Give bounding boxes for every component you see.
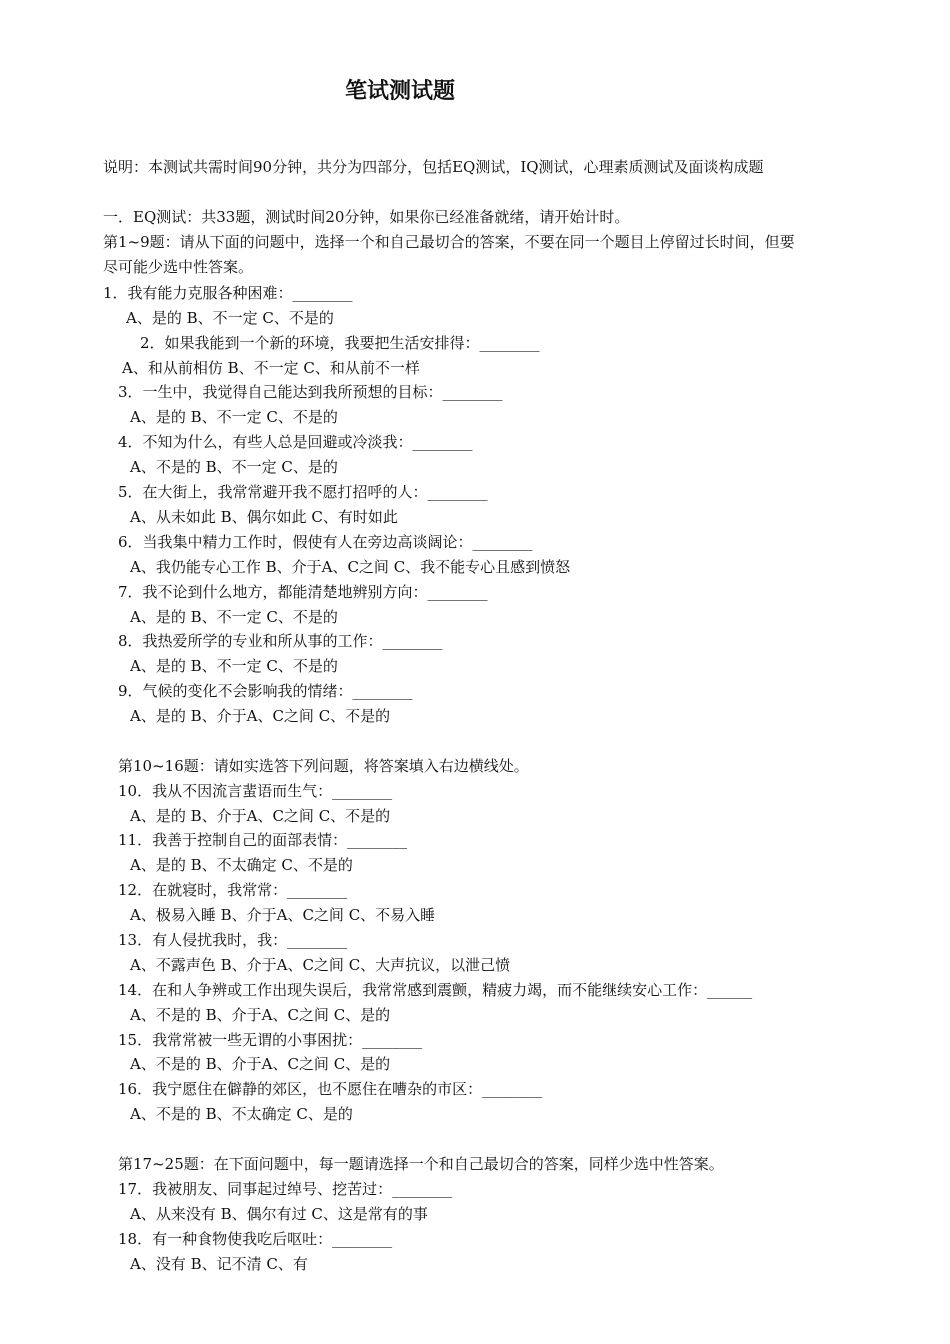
section1-instruction-cont: 尽可能少选中性答案。 [103, 258, 254, 276]
question-18-options: A、没有 B、记不清 C、有 [130, 1255, 308, 1273]
question-15: 15．我常常被一些无谓的小事困扰：________ [118, 1031, 423, 1049]
question-17-options: A、从来没有 B、偶尔有过 C、这是常有的事 [130, 1205, 428, 1223]
question-2-options: A、和从前相仿 B、不一定 C、和从前不一样 [122, 359, 420, 377]
question-6-options: A、我仍能专心工作 B、介于A、C之间 C、我不能专心且感到愤怒 [130, 558, 571, 576]
section1-instruction: 第1~9题：请从下面的问题中，选择一个和自己最切合的答案，不要在同一个题目上停留过长时间，但要 [103, 233, 795, 251]
part1-heading: 一．EQ测试：共33题，测试时间20分钟，如果你已经准备就绪，请开始计时。 [103, 208, 630, 226]
page-title: 笔试测试题 [344, 79, 455, 104]
question-9: 9．气候的变化不会影响我的情绪：________ [118, 682, 413, 700]
question-13: 13．有人侵扰我时，我：________ [118, 931, 348, 949]
question-10-options: A、是的 B、介于A、C之间 C、不是的 [130, 807, 391, 825]
question-16: 16．我宁愿住在僻静的郊区，也不愿住在嘈杂的市区：________ [118, 1080, 543, 1098]
question-1-options: A、是的 B、不一定 C、不是的 [126, 309, 334, 327]
question-14: 14．在和人争辨或工作出现失误后，我常常感到震颤，精疲力竭，而不能继续安心工作：______ [118, 981, 753, 999]
question-3-options: A、是的 B、不一定 C、不是的 [130, 408, 338, 426]
question-13-options: A、不露声色 B、介于A、C之间 C、大声抗议，以泄己愤 [130, 956, 511, 974]
question-17: 17．我被朋友、同事起过绰号、挖苦过：________ [118, 1180, 453, 1198]
question-8-options: A、是的 B、不一定 C、不是的 [130, 657, 338, 675]
question-2: 2．如果我能到一个新的环境，我要把生活安排得：________ [140, 334, 540, 352]
question-7-options: A、是的 B、不一定 C、不是的 [130, 608, 338, 626]
question-18: 18．有一种食物使我吃后呕吐：________ [118, 1230, 393, 1248]
question-4: 4．不知为什么，有些人总是回避或冷淡我：________ [118, 433, 473, 451]
question-16-options: A、不是的 B、不太确定 C、是的 [130, 1105, 353, 1123]
question-11: 11．我善于控制自己的面部表情：________ [118, 831, 408, 849]
question-12-options: A、极易入睡 B、介于A、C之间 C、不易入睡 [130, 906, 436, 924]
section2-instruction: 第10~16题：请如实选答下列问题，将答案填入右边横线处。 [118, 757, 529, 775]
intro-text: 说明：本测试共需时间90分钟，共分为四部分，包括EQ测试，IQ测试，心理素质测试及面谈构成题 [103, 158, 764, 176]
question-3: 3．一生中，我觉得自己能达到我所预想的目标：________ [118, 383, 503, 401]
question-9-options: A、是的 B、介于A、C之间 C、不是的 [130, 707, 391, 725]
section3-instruction: 第17~25题：在下面问题中，每一题请选择一个和自己最切合的答案，同样少选中性答案。 [118, 1155, 724, 1173]
question-7: 7．我不论到什么地方，都能清楚地辨别方向：________ [118, 583, 488, 601]
question-10: 10．我从不因流言蜚语而生气：________ [118, 782, 393, 800]
question-6: 6．当我集中精力工作时，假使有人在旁边高谈阔论：________ [118, 533, 533, 551]
question-8: 8．我热爱所学的专业和所从事的工作：________ [118, 632, 443, 650]
question-4-options: A、不是的 B、不一定 C、是的 [130, 458, 338, 476]
question-5: 5．在大街上，我常常避开我不愿打招呼的人：________ [118, 483, 488, 501]
question-12: 12．在就寝时，我常常：________ [118, 881, 348, 899]
question-1: 1．我有能力克服各种困难：________ [103, 284, 353, 302]
question-14-options: A、不是的 B、介于A、C之间 C、是的 [130, 1006, 391, 1024]
question-11-options: A、是的 B、不太确定 C、不是的 [130, 856, 353, 874]
question-15-options: A、不是的 B、介于A、C之间 C、是的 [130, 1055, 391, 1073]
question-5-options: A、从未如此 B、偶尔如此 C、有时如此 [130, 508, 398, 526]
